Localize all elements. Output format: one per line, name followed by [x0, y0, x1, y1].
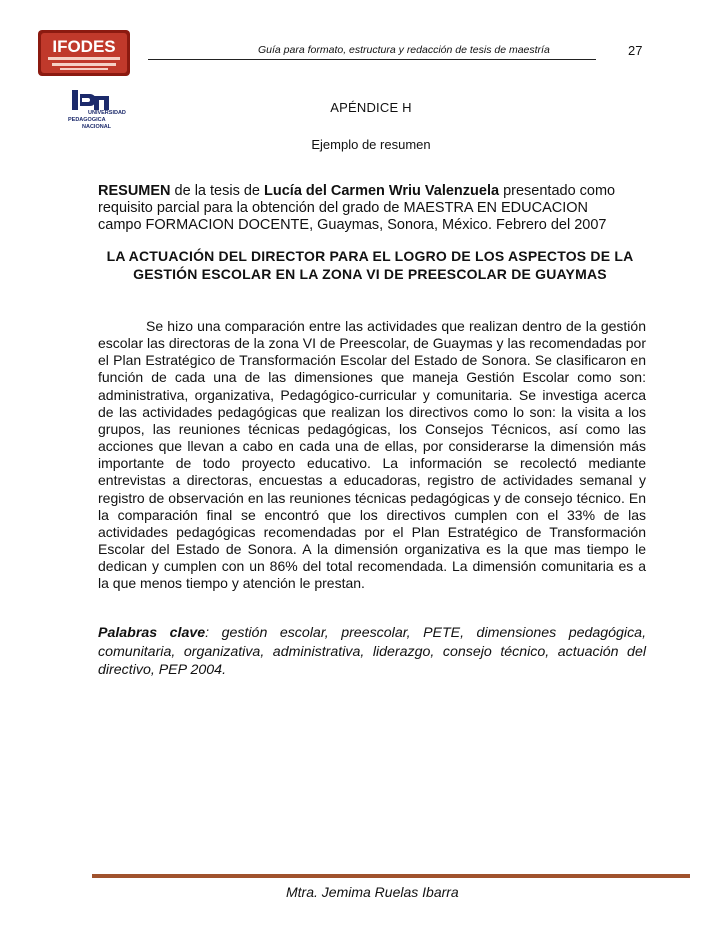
intro-text: de la tesis de	[170, 183, 265, 199]
abstract-text: Se hizo una comparación entre las actividades que realizan dentro de la gestión escolar las directoras de la zona VI de Preescolar, de Guaymas y las recomendadas por el Plan Estratégico de Transformación Escolar del Estado de Sonora. Se clasificaron en función de cada una de las dimensiones que maneja Gestión Escolar como son: administrativa, organizativa, Pedagógico-curricular y comunitaria. Se investiga acerca de las actividades pedagógicas que realizan los directivos como lo son: la visita a los grupos, las reuniones técnicas pedagógicas, los Consejos Técnicos, así como las acciones que llevan a cabo en cada una de ellas, por considerarse la dimensión más importante de todo proyecto educativo. La información se recolectó mediante entrevistas a directoras, encuestas a educadoras, registro de actividades semanal y registro de observación en las reuniones técnicas pedagógicas y de consejo técnico. En la comparación final se encontró que los directivos cumplen con el 33% de las actividades pedagógicas recomendadas por el Plan Estratégico de Transformación Escolar del Estado de Sonora. A la dimensión organizativa es la que mas tiempo le dedican y cumplen con un 86% del total recomendada. La dimensión comunitaria es a la que menos tiempo y atención le prestan.	[98, 318, 646, 592]
ifodes-logo	[38, 30, 130, 76]
page-number: 27	[628, 43, 643, 58]
keywords-label: Palabras clave	[98, 625, 206, 641]
thesis-title: LA ACTUACIÓN DEL DIRECTOR PARA EL LOGRO DE LOS ASPECTOS DE LA GESTIÓN ESCOLAR EN LA ZONA VI DE PREESCOLAR DE GUAYMAS	[106, 248, 634, 282]
ifodes-logo-graphic	[38, 30, 130, 76]
keywords-text: : gestión escolar, preescolar, PETE, dimensiones pedagógica, comunitaria, organizativa, administrativa, liderazgo, consejo técnico, actuación del directivo, PEP 2004.	[98, 625, 647, 678]
appendix-heading: APÉNDICE H	[330, 100, 412, 115]
resumen-intro	[98, 183, 628, 234]
footer-author: Mtra. Jemima Ruelas Ibarra	[286, 884, 459, 900]
ifodes-logo-text: IFODES	[52, 37, 116, 56]
running-header-title: Guía para formato, estructura y redacción de tesis de maestría	[258, 44, 550, 56]
upn-caption-line: PEDAGOGICA	[68, 117, 106, 123]
header-rule	[148, 59, 596, 60]
footer-rule	[92, 874, 690, 878]
author-name: Lucía del Carmen Wriu Valenzuela	[264, 183, 500, 199]
abstract-body	[98, 318, 646, 593]
upn-caption-line: UNIVERSIDAD	[88, 110, 126, 116]
resumen-label: RESUMEN	[98, 183, 171, 199]
appendix-subheading: Ejemplo de resumen	[311, 137, 431, 152]
keywords	[98, 624, 646, 680]
upn-caption-line: NACIONAL	[82, 124, 112, 130]
intro-text: presentado como requisito parcial para la obtención del grado de MAESTRA EN EDUCACION campo FORMACION DOCENTE, Guaymas, Sonora, México. Febrero del 2007	[98, 183, 616, 233]
